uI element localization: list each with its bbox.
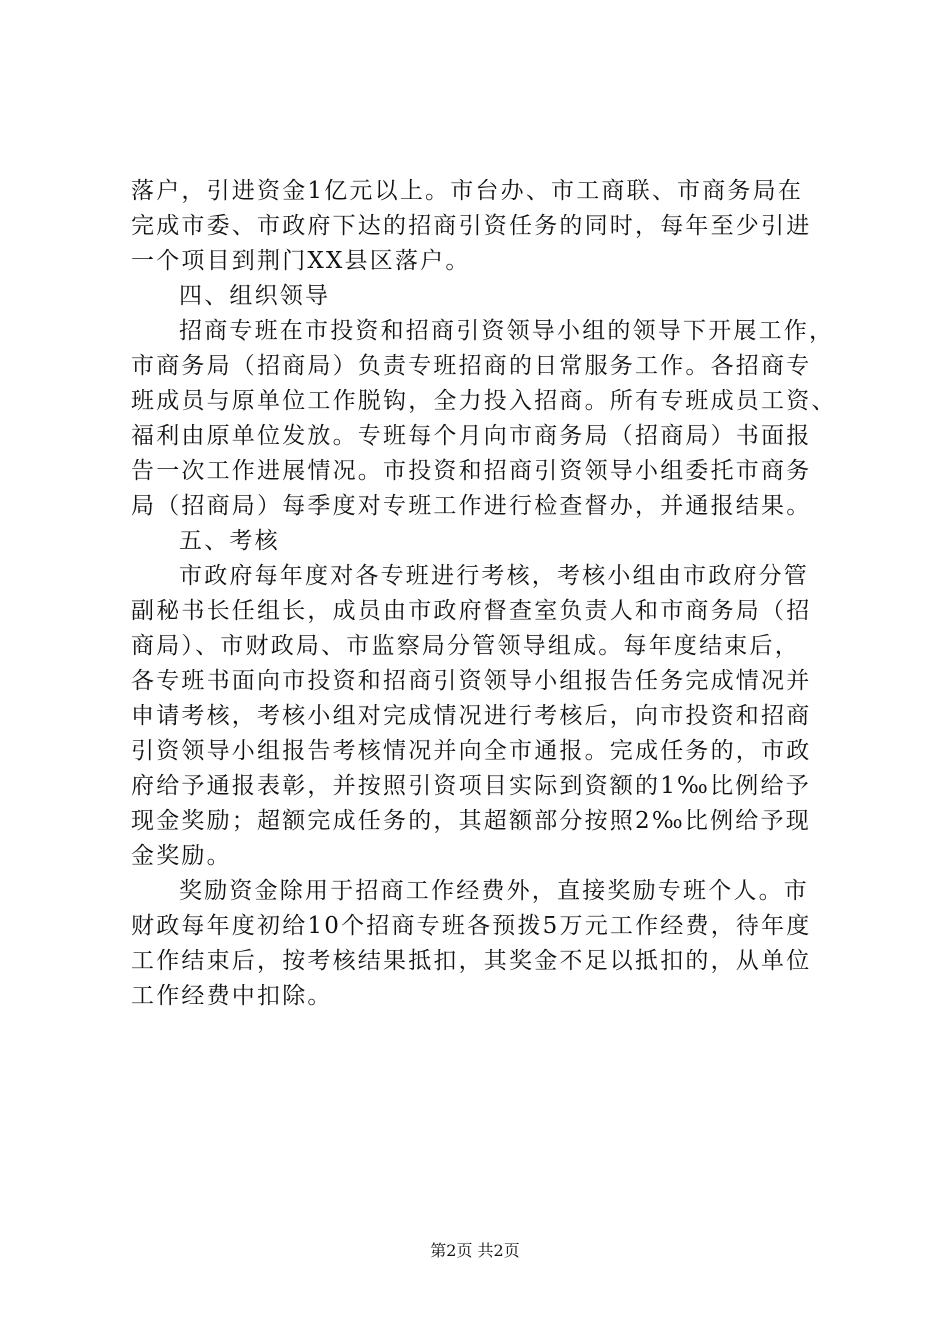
text-line: 市政府每年度对各专班进行考核，考核小组由市政府分管: [179, 563, 809, 589]
page-number-footer: 第2页 共2页: [430, 1241, 520, 1260]
section-heading-assessment: 五、考核: [179, 528, 280, 554]
text-line: 落户，引进资金1亿元以上。市台办、市工商联、市商务局在: [131, 178, 804, 204]
text-line: 市商务局（招商局）负责专班招商的日常服务工作。各招商专: [131, 353, 812, 379]
text-line: 财政每年度初给10个招商专班各预拨5万元工作经费，待年度: [131, 913, 812, 939]
text-line: 局（招商局）每季度对专班工作进行检查督办，并通报结果。: [131, 493, 812, 519]
text-line: 商局）、市财政局、市监察局分管领导组成。每年度结束后，: [131, 633, 800, 659]
document-body: [131, 174, 837, 1014]
section-heading-organization: 四、组织领导: [179, 283, 331, 309]
text-line: 各专班书面向市投资和招商引资领导小组报告任务完成情况并: [131, 668, 812, 694]
text-line: 班成员与原单位工作脱钩，全力投入招商。所有专班成员工资、: [131, 388, 837, 414]
text-line: 工作结束后，按考核结果抵扣，其奖金不足以抵扣的，从单位: [131, 948, 812, 974]
text-line: 告一次工作进展情况。市投资和招商引资领导小组委托市商务: [131, 458, 812, 484]
text-line: 完成市委、市政府下达的招商引资任务的同时，每年至少引进: [131, 213, 812, 239]
text-line: 一个项目到荆门XX县区落户。: [131, 248, 471, 274]
text-line: 副秘书长任组长，成员由市政府督查室负责人和市商务局（招: [131, 598, 812, 624]
text-line: 引资领导小组报告考核情况并向全市通报。完成任务的，市政: [131, 738, 812, 764]
text-line: 工作经费中扣除。: [131, 983, 333, 1009]
text-line: 府给予通报表彰，并按照引资项目实际到资额的1‰比例给予: [131, 773, 811, 799]
text-line: 奖励资金除用于招商工作经费外，直接奖励专班个人。市: [179, 878, 809, 904]
text-line: 招商专班在市投资和招商引资领导小组的领导下开展工作，: [179, 318, 835, 344]
text-line: 申请考核，考核小组对完成情况进行考核后，向市投资和招商: [131, 703, 812, 729]
text-line: 现金奖励；超额完成任务的，其超额部分按照2‰比例给予现: [131, 808, 811, 834]
text-line: 金奖励。: [131, 843, 232, 869]
text-line: 福利由原单位发放。专班每个月向市商务局（招商局）书面报: [131, 423, 812, 449]
